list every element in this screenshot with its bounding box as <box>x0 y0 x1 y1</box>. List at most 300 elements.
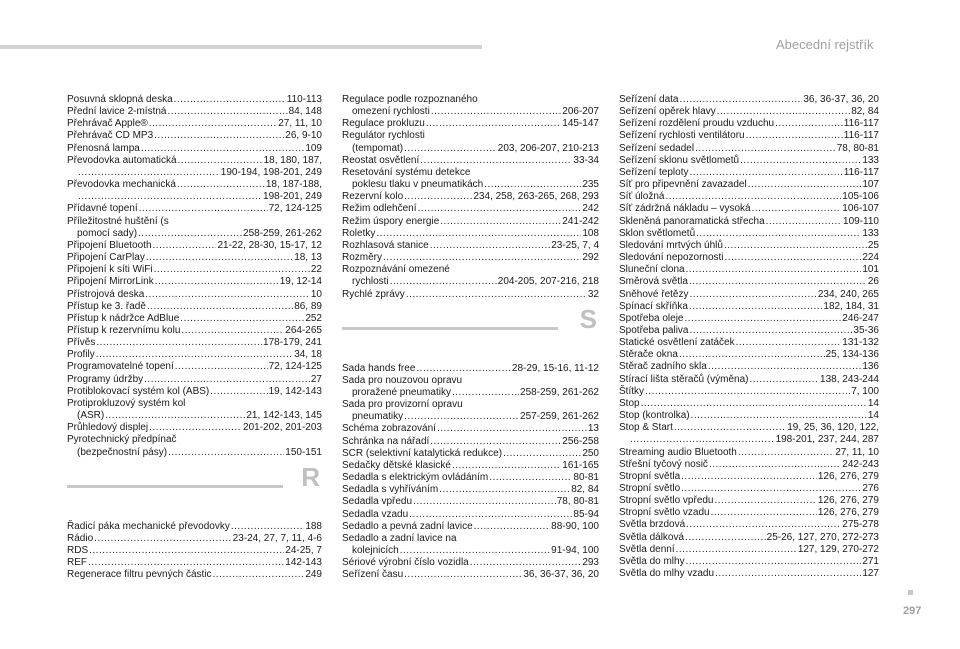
index-page-refs: 36, 36-37, 36, 20 <box>523 569 599 581</box>
index-entry <box>619 94 879 106</box>
index-term: Stěrač zadního skla <box>619 361 707 373</box>
header-rule <box>0 45 482 49</box>
leader-dots <box>690 289 817 301</box>
index-term: Sklon světlometů <box>619 227 696 239</box>
index-term: Sedadla s vyhříváním <box>342 484 439 496</box>
index-entry-line <box>342 203 599 215</box>
index-entry <box>619 507 879 519</box>
index-entry-line <box>342 289 599 301</box>
index-entry <box>67 349 322 361</box>
index-entry-line <box>619 276 879 288</box>
index-entry <box>619 240 879 252</box>
index-entry-line <box>619 386 879 398</box>
index-entry <box>342 130 599 154</box>
index-entry-line <box>619 447 879 459</box>
leader-dots <box>689 167 842 179</box>
index-term: Stropní světlo <box>619 483 681 494</box>
leader-dots <box>210 386 267 398</box>
index-entry <box>619 471 879 483</box>
index-page-refs: 101 <box>862 264 879 276</box>
index-entry-line <box>342 448 599 460</box>
leader-dots <box>149 118 278 130</box>
leader-dots <box>430 240 550 252</box>
index-term: Připojení MirrorLink <box>67 276 154 288</box>
index-entry-line <box>67 325 322 337</box>
leader-dots <box>470 557 582 569</box>
leader-dots <box>168 106 288 118</box>
index-term: Schránka na nářadí <box>342 435 430 447</box>
index-term: kolejnicích <box>352 545 399 556</box>
index-entry <box>342 264 599 288</box>
index-term: Sedadlo a zadní lavice na <box>342 532 457 544</box>
index-entry <box>67 361 322 373</box>
leader-dots <box>686 556 862 568</box>
index-entry <box>67 94 322 106</box>
index-term: Sada pro nouzovou opravu <box>342 374 463 386</box>
index-entry <box>67 289 322 301</box>
index-term: Rezervní kolo <box>342 191 404 203</box>
index-page-refs: 25-26, 127, 270, 272-273 <box>766 531 879 543</box>
index-entry <box>67 130 322 142</box>
leader-dots <box>439 484 570 496</box>
index-entry-line <box>67 374 322 386</box>
index-entry <box>67 398 322 422</box>
leader-dots <box>178 155 263 167</box>
index-entry <box>619 410 879 422</box>
index-entry <box>619 276 879 288</box>
index-term: Sériové výrobní číslo vozidla <box>342 557 469 569</box>
index-term: Regenerace filtru pevných částic <box>67 569 212 581</box>
index-entry <box>67 264 322 276</box>
index-page-refs: 131-132 <box>842 337 879 349</box>
index-entry <box>342 375 599 399</box>
leader-dots <box>390 276 497 288</box>
index-entry-line <box>67 167 322 179</box>
index-entry-line <box>67 264 322 276</box>
leader-dots <box>78 191 262 203</box>
index-page-refs: 246-247 <box>842 312 879 324</box>
leader-dots <box>695 143 836 155</box>
leader-dots <box>154 264 310 276</box>
leader-dots <box>685 532 766 544</box>
leader-dots <box>231 521 304 533</box>
index-entry-line <box>342 423 599 435</box>
index-page-refs: 107 <box>862 179 879 191</box>
index-entry <box>619 398 879 410</box>
leader-dots <box>690 325 853 337</box>
index-entry <box>342 533 599 557</box>
index-entry-line <box>342 240 599 252</box>
index-page-refs: 252 <box>305 312 322 324</box>
index-entry <box>67 386 322 398</box>
index-page-refs: 126, 276, 279 <box>817 495 879 507</box>
section-rule <box>342 327 558 330</box>
index-entry-line <box>67 240 322 252</box>
index-entry <box>67 143 322 155</box>
index-term: Regulace podle rozpoznaného <box>342 94 478 105</box>
index-term: Přehrávač Apple® <box>67 118 148 130</box>
index-entry-line <box>67 533 322 545</box>
index-page-refs: 23-24, 27, 7, 11, 4-6 <box>232 532 322 544</box>
leader-dots <box>420 155 572 167</box>
index-entry <box>67 313 322 325</box>
index-entry <box>342 521 599 533</box>
index-page-refs: 21, 142-143, 145 <box>246 410 322 422</box>
index-term: poklesu tlaku v pneumatikách <box>352 179 484 191</box>
index-entry <box>619 349 879 361</box>
index-entry <box>342 569 599 581</box>
index-page-refs: 14 <box>867 410 879 422</box>
index-page-refs: 292 <box>582 252 599 264</box>
index-page-refs: 258-259, 261-262 <box>520 386 599 398</box>
index-term: Sledování nepozornosti <box>619 252 724 264</box>
index-term: Skleněná panoramatická střecha <box>619 215 765 227</box>
index-entry-line <box>342 94 599 106</box>
index-entry <box>619 118 879 130</box>
leader-dots <box>89 545 284 557</box>
index-term: (ASR) <box>77 410 105 422</box>
index-page-refs: 80-81 <box>573 472 599 484</box>
index-term: Směrová světla <box>619 276 688 288</box>
index-page-refs: 234, 258, 263-265, 268, 293 <box>473 191 599 203</box>
index-page-refs: 276 <box>862 483 879 494</box>
index-entry <box>619 228 879 240</box>
index-entry <box>619 289 879 301</box>
index-column-2 <box>342 94 599 581</box>
index-term: Regulátor rychlosti <box>342 130 425 142</box>
index-entry <box>619 544 879 556</box>
index-term: Seřízení opěrek hlavy <box>619 106 716 118</box>
index-page-refs: 241-242 <box>562 215 599 227</box>
leader-dots <box>154 130 284 142</box>
index-entry-line <box>342 496 599 508</box>
index-term: Sada pro provizorní opravu <box>342 399 463 411</box>
index-entry-line <box>67 349 322 361</box>
index-page-refs: 23-25, 7, 4 <box>551 239 599 251</box>
leader-dots <box>679 94 802 106</box>
index-page-refs: 78, 80-81 <box>556 496 599 508</box>
index-term: Seřízení sedadel <box>619 142 695 154</box>
leader-dots <box>404 191 472 203</box>
index-term: Připojení CarPlay <box>67 252 145 264</box>
index-term: Světla brzdová <box>619 519 686 531</box>
index-entry-line <box>342 276 599 288</box>
index-page-refs: 18, 187-188, <box>265 179 322 191</box>
index-term: Streaming audio Bluetooth <box>619 446 737 458</box>
index-entry-line <box>342 436 599 448</box>
index-entry-line <box>67 447 322 459</box>
leader-dots <box>711 507 817 519</box>
leader-dots <box>175 361 268 373</box>
index-term: Seřízení data <box>619 94 679 105</box>
index-page-refs: 257-259, 261-262 <box>520 411 599 423</box>
leader-dots <box>139 203 268 215</box>
leader-dots <box>404 143 497 155</box>
index-term: Seřízení rychlosti ventilátoru <box>619 130 745 142</box>
index-entry <box>619 483 879 495</box>
index-entry <box>342 118 599 130</box>
index-page-refs: 24-25, 7 <box>285 545 322 556</box>
index-term: Průhledový displej <box>67 422 149 434</box>
index-term: Přídavné topení <box>67 203 138 215</box>
index-entry <box>619 422 879 446</box>
leader-dots <box>181 325 284 337</box>
index-page-refs: 242-243 <box>842 458 879 470</box>
leader-dots <box>740 155 861 167</box>
index-page-refs: 22 <box>310 264 322 276</box>
index-entry-line <box>342 375 599 387</box>
index-term: Posuvná sklopná deska <box>67 94 173 105</box>
index-entry <box>619 252 879 264</box>
index-term: Profily <box>67 349 95 361</box>
index-entry <box>619 459 879 471</box>
index-term: Statické osvětlení zatáček <box>619 337 735 349</box>
leader-dots <box>146 252 293 264</box>
leader-dots <box>153 240 217 252</box>
index-term: Stropní světlo vpředu <box>619 495 714 507</box>
index-page-refs: 26 <box>867 276 879 288</box>
index-entry-line <box>67 179 322 191</box>
index-term: Síť pro připevnění zavazadel <box>619 179 747 191</box>
index-page-refs: 224 <box>862 252 879 264</box>
index-page-refs: 78, 80-81 <box>836 142 879 154</box>
leader-dots <box>685 313 842 325</box>
index-entry <box>342 423 599 435</box>
index-entry-line <box>619 130 879 142</box>
section-divider <box>342 303 599 353</box>
index-page-refs: 27 <box>310 373 322 385</box>
index-term: Světla dálková <box>619 531 685 543</box>
index-page-refs: 72, 124-125 <box>268 203 322 215</box>
index-page-refs: 242 <box>582 203 599 215</box>
index-page-refs: 126, 276, 279 <box>817 507 879 519</box>
index-entry-line <box>342 472 599 484</box>
index-entry-line <box>619 252 879 264</box>
index-term: Převodovka mechanická <box>67 179 176 191</box>
index-entry <box>67 569 322 581</box>
index-entry <box>67 374 322 386</box>
index-entry-line <box>67 545 322 557</box>
index-entry-line <box>619 337 879 349</box>
index-term: Přenosná lampa <box>67 142 140 154</box>
index-entry <box>67 521 322 533</box>
leader-dots <box>686 519 841 531</box>
index-entry-line <box>67 289 322 301</box>
index-term: Stírací lišta stěračů (výměna) <box>619 373 749 385</box>
index-page-refs: 33-34 <box>573 154 599 166</box>
index-entry <box>619 568 879 580</box>
section-divider <box>67 461 322 511</box>
index-entry <box>342 240 599 252</box>
index-term: Rozpoznávání omezené <box>342 264 450 276</box>
index-page-refs: 18, 13 <box>294 252 322 264</box>
index-entry-line <box>619 155 879 167</box>
index-entry <box>67 106 322 118</box>
leader-dots <box>715 568 861 580</box>
index-page-refs: 110-113 <box>286 94 322 105</box>
index-entry-line <box>619 240 879 252</box>
leader-dots <box>96 349 293 361</box>
index-entry <box>619 313 879 325</box>
index-entry <box>342 436 599 448</box>
index-entry-line <box>67 94 322 106</box>
index-page-refs: 116-117 <box>843 118 879 130</box>
index-entry <box>619 155 879 167</box>
leader-dots <box>724 240 867 252</box>
leader-dots <box>213 569 305 581</box>
index-entry <box>619 447 879 459</box>
index-entry <box>342 509 599 521</box>
index-entry <box>342 460 599 472</box>
page-corner-marker <box>908 590 913 595</box>
leader-dots <box>484 179 581 191</box>
index-entry <box>342 203 599 215</box>
index-page-refs: 18, 180, 187, <box>263 154 322 166</box>
leader-dots <box>413 496 556 508</box>
index-page-refs: 106-107 <box>842 203 879 215</box>
leader-dots <box>177 179 265 191</box>
index-entry-line <box>342 387 599 399</box>
index-entry-line <box>619 313 879 325</box>
index-entry <box>342 228 599 240</box>
index-page-refs: 109-110 <box>843 215 879 227</box>
leader-dots <box>679 349 825 361</box>
index-entry <box>67 203 322 215</box>
index-term: (tempomat) <box>352 142 404 154</box>
index-page-refs: 91-94, 100 <box>551 545 599 556</box>
index-page-refs: 14 <box>867 397 879 409</box>
index-entry-line <box>619 264 879 276</box>
index-page-refs: 188 <box>305 520 322 532</box>
index-column-1 <box>67 94 322 581</box>
index-entry-line <box>342 557 599 569</box>
index-entry-line <box>67 118 322 130</box>
index-term: Seřízení času <box>342 569 404 581</box>
index-entry <box>67 434 322 458</box>
index-entry-line <box>619 410 879 422</box>
index-term: pneumatiky <box>352 411 404 423</box>
leader-dots <box>417 203 581 215</box>
index-page-refs: 21-22, 28-30, 15-17, 12 <box>217 239 322 251</box>
index-page-refs: 28-29, 15-16, 11-12 <box>511 362 599 374</box>
leader-dots <box>149 422 242 434</box>
index-term: Spotřeba oleje <box>619 312 684 324</box>
index-entry-line <box>67 434 322 446</box>
index-entry <box>67 533 322 545</box>
index-entry <box>342 472 599 484</box>
index-entry-line <box>619 398 879 410</box>
index-entry-line <box>619 483 879 495</box>
index-term: Programy údržby <box>67 373 144 385</box>
leader-dots <box>630 434 775 446</box>
index-page-refs: 235 <box>582 179 599 191</box>
index-page-refs: 72, 124-125 <box>268 361 322 373</box>
leader-dots <box>645 386 850 398</box>
index-term: Protiblokovací systém kol (ABS) <box>67 385 210 397</box>
index-entry-line <box>619 459 879 471</box>
leader-dots <box>376 228 581 240</box>
index-entry <box>67 301 322 313</box>
index-entry <box>67 557 322 569</box>
index-term: Schéma zobrazování <box>342 423 436 435</box>
index-page-refs: 271 <box>862 555 879 567</box>
index-entry <box>67 276 322 288</box>
index-page-refs: 85-94 <box>573 508 599 520</box>
index-term: Stropní světlo vzadu <box>619 507 710 519</box>
leader-dots <box>409 509 572 521</box>
index-entry <box>342 496 599 508</box>
index-entry-line <box>619 544 879 556</box>
index-entry-line <box>619 191 879 203</box>
index-entry <box>619 216 879 228</box>
leader-dots <box>141 143 304 155</box>
index-page-refs: 36, 36-37, 36, 20 <box>803 94 879 105</box>
index-page-refs: 27, 11, 10 <box>278 118 322 130</box>
index-term: Seřízení teploty <box>619 166 689 178</box>
index-entry-line <box>619 507 879 519</box>
leader-dots <box>440 216 561 228</box>
index-entry-line <box>342 460 599 472</box>
index-term: RDS <box>67 545 89 556</box>
index-entry-line <box>67 557 322 569</box>
leader-dots <box>665 191 841 203</box>
index-term: Sedačky dětské klasické <box>342 459 451 471</box>
index-entry-line <box>67 569 322 581</box>
index-entry-line <box>619 495 879 507</box>
index-page-refs: 145-147 <box>562 118 599 130</box>
index-page-refs: 258-259, 261-262 <box>243 227 322 239</box>
leader-dots <box>474 521 551 533</box>
index-entry-line <box>342 521 599 533</box>
index-page-refs: 133 <box>862 227 879 239</box>
index-entry <box>67 216 322 240</box>
index-term: Režim úspory energie <box>342 215 440 227</box>
leader-dots <box>138 228 242 240</box>
index-entry <box>619 179 879 191</box>
index-term: Světla do mlhy vzadu <box>619 568 715 580</box>
index-term: Rozměry <box>342 252 383 264</box>
index-page-refs: 108 <box>582 227 599 239</box>
index-entry-line <box>342 509 599 521</box>
index-page-refs: 32 <box>587 288 599 300</box>
index-entry-line <box>619 94 879 106</box>
index-term: Roletky <box>342 227 376 239</box>
index-entry <box>342 363 599 375</box>
index-entry-line <box>342 569 599 581</box>
index-entry-line <box>67 130 322 142</box>
leader-dots <box>383 252 581 264</box>
leader-dots <box>717 106 850 118</box>
index-page-refs: 250 <box>582 447 599 459</box>
index-entry <box>619 106 879 118</box>
section-letter: S <box>579 303 597 334</box>
index-entry <box>67 155 322 179</box>
index-page-refs: 182, 184, 31 <box>823 300 879 312</box>
index-entry-line <box>619 203 879 215</box>
index-term: Štítky <box>619 385 645 397</box>
index-term: Rychlé zprávy <box>342 288 405 300</box>
index-page-refs: 136 <box>862 361 879 373</box>
index-entry-line <box>619 289 879 301</box>
index-entry <box>619 301 879 313</box>
index-entry <box>619 532 879 544</box>
index-term: Sněhové řetězy <box>619 288 689 300</box>
index-entry <box>67 325 322 337</box>
index-entry <box>67 179 322 203</box>
index-term: Přístrojová deska <box>67 288 145 300</box>
index-entry <box>619 130 879 142</box>
index-entry <box>342 399 599 423</box>
